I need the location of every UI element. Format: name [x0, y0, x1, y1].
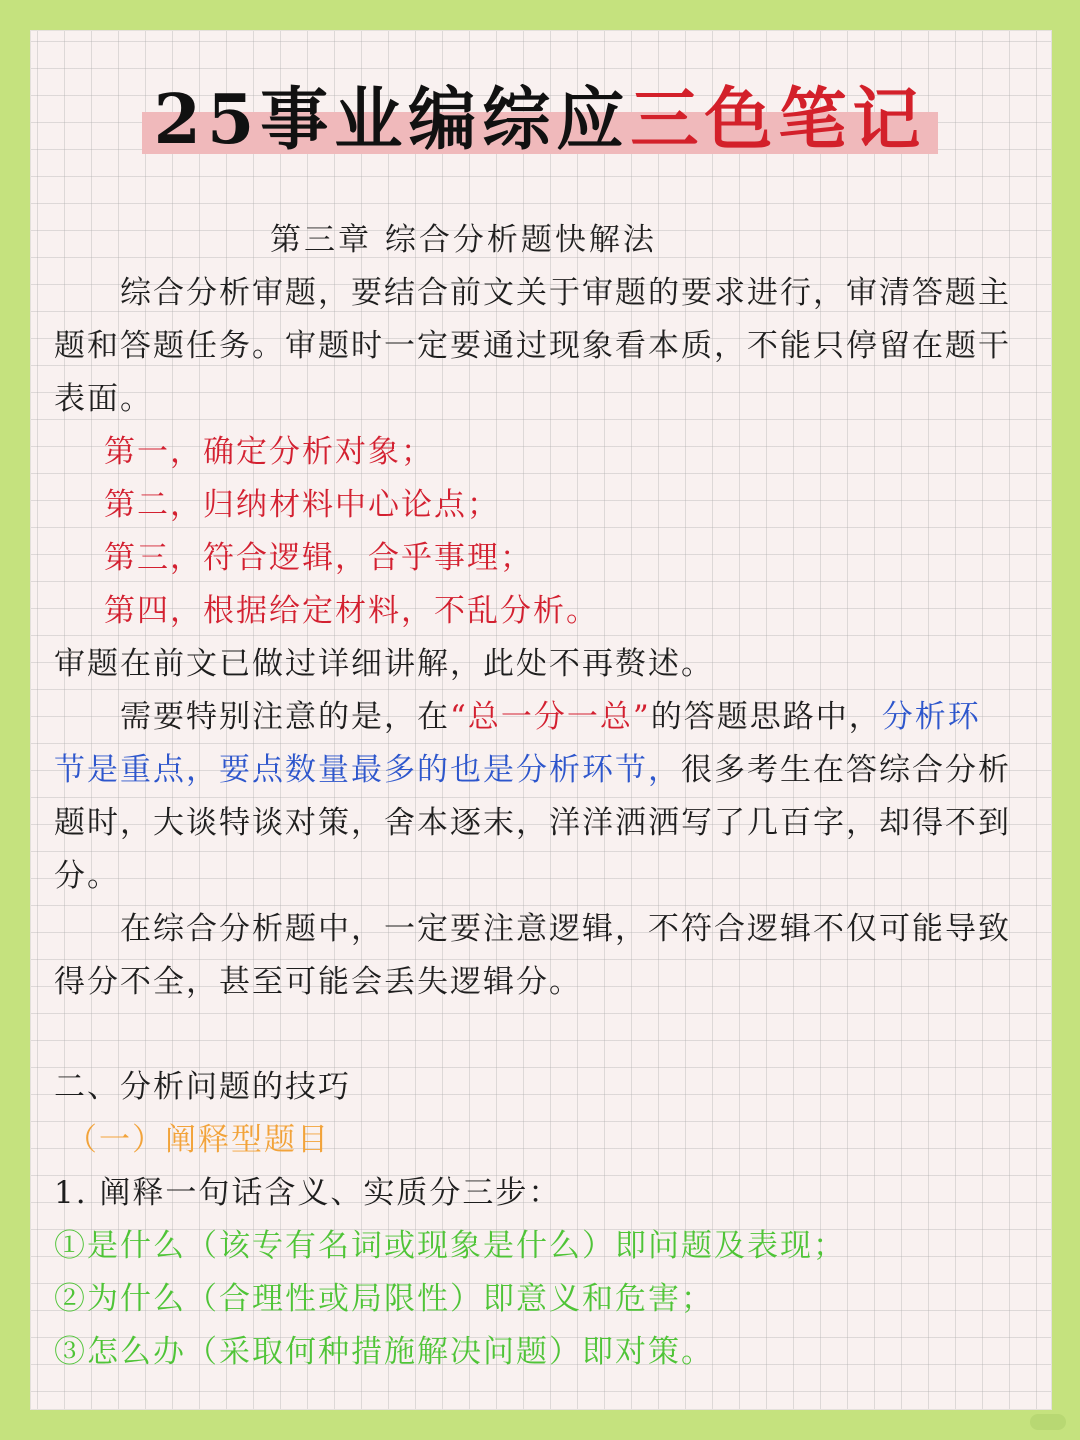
- para3-blue-2: 节是重点，要点数量最多的也是分析环节，: [54, 752, 681, 788]
- section2-step-2: ②为什么（合理性或局限性）即意义和危害；: [54, 1281, 714, 1317]
- step-3: 第三，符合逻辑，合乎事理；: [104, 540, 533, 576]
- step-2: 第二，归纳材料中心论点；: [104, 487, 500, 523]
- page-title: [142, 66, 938, 163]
- para2: 审题在前文已做过详细讲解，此处不再赘述。: [54, 646, 714, 682]
- step-1: 第一，确定分析对象；: [104, 434, 434, 470]
- chapter-heading: 第三章 综合分析题快解法: [270, 222, 657, 258]
- para3-text-c: 很多考生在答综合分析: [681, 752, 1011, 788]
- section2-step-1: ①是什么（该专有名词或现象是什么）即问题及表现；: [54, 1228, 846, 1264]
- watermark-logo: [1030, 1414, 1066, 1430]
- para3-line3: 题时，大谈特谈对策，舍本逐末，洋洋洒洒写了几百字，却得不到: [54, 805, 1011, 841]
- para3-quote: “总一分一总”: [450, 699, 651, 735]
- para1-line2: 题和答题任务。审题时一定要通过现象看本质，不能只停留在题干: [54, 328, 1011, 364]
- para3-line2: [54, 750, 1011, 790]
- title-highlight: 三色笔记: [630, 80, 927, 160]
- para1-line3: 表面。: [54, 381, 153, 417]
- para4-line2: 得分不全，甚至可能会丢失逻辑分。: [54, 964, 582, 1000]
- section2-subheading: （一）阐释型题目: [66, 1122, 330, 1158]
- para3-blue-1: 分析环: [881, 699, 981, 735]
- para1-line1: 综合分析审题，要结合前文关于审题的要求进行，审清答题主: [120, 275, 1011, 311]
- para4-line1: 在综合分析题中，一定要注意逻辑，不符合逻辑不仅可能导致: [120, 911, 1011, 947]
- section2-step-3: ③怎么办（采取何种措施解决问题）即对策。: [54, 1334, 714, 1370]
- para3-text-a: 需要特别注意的是，在: [120, 699, 450, 735]
- step-4: 第四，根据给定材料，不乱分析。: [104, 593, 599, 629]
- para3-text-b: 的答题思路中，: [650, 699, 882, 735]
- para3-line1: [120, 697, 981, 737]
- para3-line4: 分。: [54, 858, 120, 894]
- section2-heading: 二、分析问题的技巧: [54, 1069, 351, 1105]
- title-main: 25事业编综应: [153, 80, 631, 160]
- section2-item1: 1. 阐释一句话含义、实质分三步：: [54, 1175, 562, 1211]
